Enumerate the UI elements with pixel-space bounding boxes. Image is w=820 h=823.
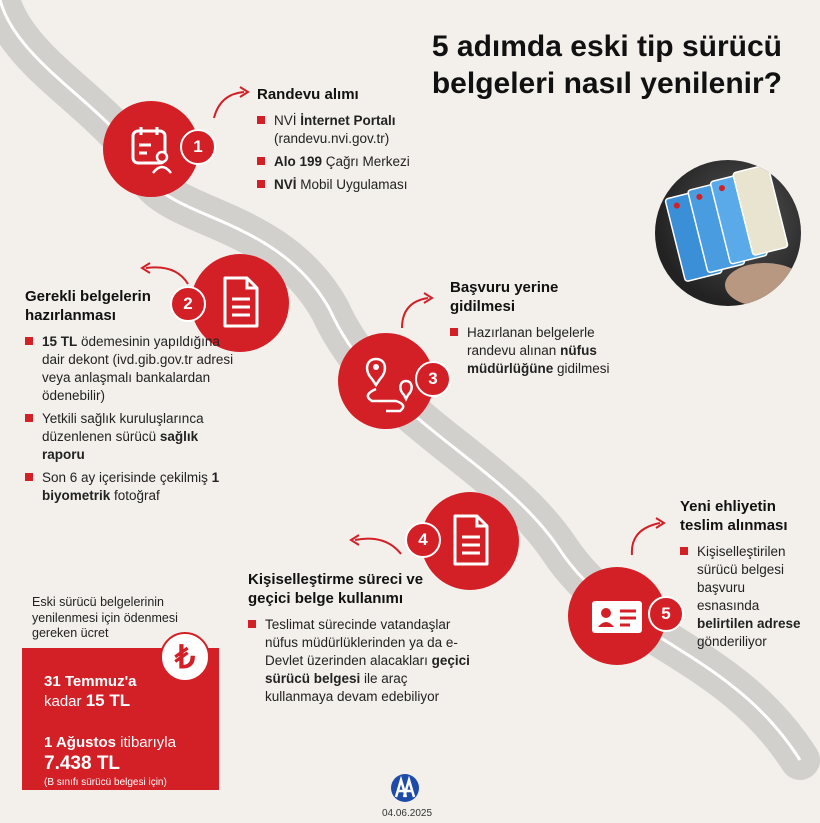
step-5-items <box>680 543 810 651</box>
step-4-number-badge: 4 <box>405 522 441 558</box>
arrow-icon <box>136 254 192 290</box>
list-item-text: ile araç kullanmaya devam edebiliyor <box>265 671 440 704</box>
list-item-text: Son 6 ay içerisinde çekilmiş <box>42 470 212 485</box>
list-item-text: ödemesinin yapıldığına dair dekont (ivd.gib.gov.tr adresi veya anlaşmalı bankalardan ödenebilir) <box>42 334 234 403</box>
step-2-title: Gerekli belgelerin hazırlanması <box>25 288 151 324</box>
step-5-number-badge: 5 <box>648 596 684 632</box>
step-4-title: Kişiselleştirme süreci ve geçici belge kullanımı <box>248 571 424 607</box>
step-1-title: Randevu alımı <box>257 86 359 103</box>
list-item-text: belirtilen adrese <box>697 616 801 631</box>
list-item <box>680 543 810 651</box>
fee-intro: Eski sürücü belgelerinin yenilenmesi için ödenmesi gereken ücret <box>32 595 178 640</box>
list-item-text: Mobil Uygulaması <box>296 177 408 192</box>
footer-date: 04.06.2025 <box>381 808 433 819</box>
step-3-title: Başvuru yerine gidilmesi <box>450 279 559 315</box>
list-item <box>25 469 235 505</box>
list-item <box>25 333 235 405</box>
step-3-text <box>450 278 640 383</box>
list-item-text: fotoğraf <box>110 488 160 503</box>
list-item <box>257 176 457 194</box>
list-item-text: 15 TL <box>42 334 78 349</box>
list-item-text: gönderiliyor <box>697 634 767 649</box>
list-item-text: Alo 199 <box>274 154 323 169</box>
fee-line-2-rest: itibarıyla <box>120 734 176 751</box>
list-item <box>25 410 235 464</box>
step-2-items <box>25 333 235 505</box>
aa-logo <box>390 773 420 809</box>
step-5-text <box>680 497 810 656</box>
list-item-text: Yetkili sağlık kuruluşlarınca düzenlenen sürücü <box>42 411 204 444</box>
step-2-number-badge: 2 <box>170 286 206 322</box>
page-title: 5 adımda eski tip sürücü belgeleri nasıl yenilenir? <box>431 30 782 100</box>
list-item-text: nüfus müdürlüğüne <box>467 343 597 376</box>
turkish-lira-icon: ₺ <box>160 632 210 682</box>
step-1-number-badge: 1 <box>180 129 216 165</box>
list-item-text: gidilmesi <box>553 361 610 376</box>
aa-logo-icon <box>390 773 420 803</box>
fee-line-1-date: 31 Temmuz'a <box>44 673 137 690</box>
arrow-icon <box>210 82 254 122</box>
list-item-text: Kişiselleştirilen sürücü belgesi başvuru esnasında <box>697 544 786 613</box>
list-item <box>257 112 457 148</box>
list-item-text: Çağrı Merkezi <box>322 154 410 169</box>
list-item-text: NVİ <box>274 177 297 192</box>
fee-line-1-amount: 15 TL <box>85 691 131 710</box>
arrow-icon <box>396 288 440 332</box>
list-item-text: 1 biyometrik <box>42 470 220 503</box>
list-item <box>248 616 478 706</box>
list-item-text: Hazırlanan belgelerle randevu alınan <box>467 325 595 358</box>
fee-note: (B sınıfı sürücü belgesi için) <box>44 777 167 788</box>
fee-line-1-rest: kadar <box>44 693 82 710</box>
step-3-number-badge: 3 <box>415 361 451 397</box>
step-4-items <box>248 616 478 706</box>
fee-line-2-amount: 7.438 TL <box>44 753 121 774</box>
list-item-text: geçici sürücü belgesi <box>265 653 470 686</box>
list-item-text: sağlık raporu <box>42 429 199 462</box>
step-2-text <box>25 287 235 510</box>
step-5-title: Yeni ehliyetin teslim alınması <box>680 498 788 534</box>
list-item <box>450 324 640 378</box>
step-3-items <box>450 324 640 378</box>
arrow-icon <box>624 513 674 559</box>
step-1-items <box>257 112 457 194</box>
list-item-text: Teslimat sürecinde vatandaşlar nüfus müdürlüklerinden ya da e-Devlet üzerinden alacakları <box>265 617 458 668</box>
step-4-text <box>248 570 478 711</box>
license-cards-photo <box>655 160 801 306</box>
list-item-text: (randevu.nvi.gov.tr) <box>274 131 390 146</box>
fee-line-2 <box>44 733 219 775</box>
list-item-text: NVİ <box>274 113 301 128</box>
list-item <box>257 153 457 171</box>
fee-line-2-date: 1 Ağustos <box>44 734 116 751</box>
step-1-text <box>257 85 457 199</box>
list-item-text: İnternet Portalı <box>300 113 396 128</box>
arrow-icon <box>345 528 405 562</box>
